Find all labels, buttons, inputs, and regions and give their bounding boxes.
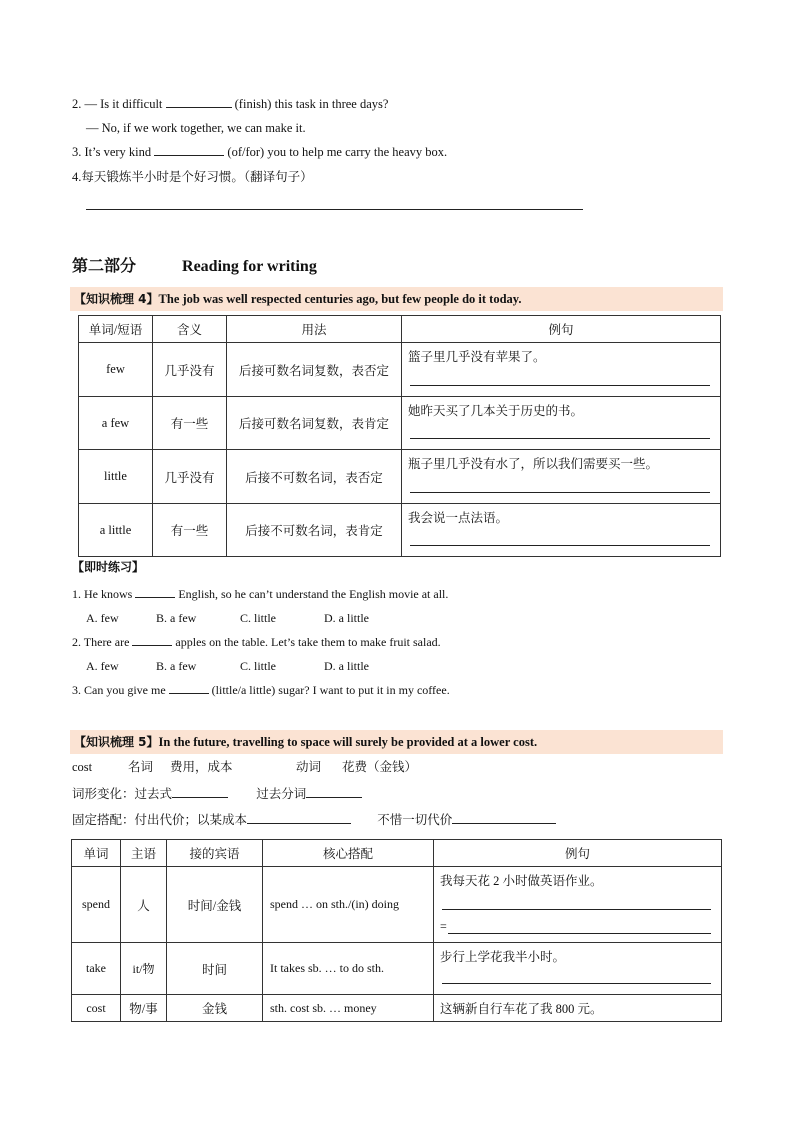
collocation-blank[interactable] [247,811,351,824]
word-forms: 词形变化：过去式 过去分词 [72,785,362,803]
practice-heading: 【即时练习】 [72,560,145,574]
past-tense-blank[interactable] [172,785,228,798]
table-row: a few 有一些 后接可数名词复数，表肯定 她昨天买了几本关于历史的书。 [79,397,721,450]
table-row: a little 有一些 后接不可数名词，表肯定 我会说一点法语。 [79,504,721,557]
knowledge-5-banner: 【知识梳理 5】In the future, travelling to space will surely be provided at a lower cost. [70,730,723,754]
exercise-3-question: 3. It’s very kind (of/for) you to help me carry the heavy box. [72,145,448,159]
example-cell: 我会说一点法语。 [402,504,721,557]
knowledge-4-banner: 【知识梳理 4】The job was well respected centuries ago, but few people do it today. [70,287,723,311]
answer-blank[interactable] [135,585,175,598]
collocation-blank[interactable] [452,811,556,824]
translation-answer-line[interactable] [86,209,583,210]
table-row: cost 物/事 金钱 sth. cost sb. … money 这辆新自行车花了我 800 元。 [72,995,722,1022]
table-row: spend 人 时间/金钱 spend … on sth./(in) doing 我每天花 2 小时做英语作业。 = [72,867,722,943]
fixed-collocations: 固定搭配：付出代价；以某成本 不惜一切代价 [72,811,556,829]
part2-heading: 第二部分 Reading for writing [72,258,317,275]
answer-line[interactable] [442,983,711,984]
practice-q3: 3. Can you give me (little/a little) sugar? I want to put it in my coffee. [72,683,450,697]
example-cell: 篮子里几乎没有苹果了。 [402,343,721,397]
table-row: few 几乎没有 后接可数名词复数，表否定 篮子里几乎没有苹果了。 [79,343,721,397]
table-header-row: 单词 主语 接的宾语 核心搭配 例句 [72,840,722,867]
answer-line[interactable] [448,933,711,934]
answer-blank[interactable] [132,633,172,646]
practice-q2: 2. There are apples on the table. Let’s take them to make fruit salad. [72,635,441,649]
answer-line[interactable] [410,385,710,386]
past-participle-blank[interactable] [306,785,362,798]
answer-blank[interactable] [166,95,232,108]
answer-blank[interactable] [154,143,224,156]
answer-line[interactable] [410,438,710,439]
example-cell: 瓶子里几乎没有水了，所以我们需要买一些。 [402,450,721,504]
example-cell: 我每天花 2 小时做英语作业。 = [434,867,722,943]
table-row: take it/物 时间 It takes sb. … to do sth. 步行上学花我半小时。 [72,943,722,995]
answer-line[interactable] [410,492,710,493]
example-cell: 这辆新自行车花了我 800 元。 [434,995,722,1022]
exercise-2-question: 2. — Is it difficult (finish) this task in three days? [72,97,389,111]
answer-blank[interactable] [169,681,209,694]
knowledge-4-table [78,315,721,557]
table-row: little 几乎没有 后接不可数名词，表否定 瓶子里几乎没有水了，所以我们需要买一些。 [79,450,721,504]
table-header-row: 单词/短语 含义 用法 例句 [79,316,721,343]
answer-line[interactable] [442,909,711,910]
knowledge-5-table [71,839,722,1022]
exercise-2-answer: — No, if we work together, we can make it. [86,121,306,135]
answer-line[interactable] [410,545,710,546]
exercise-4-question: 4.每天锻炼半小时是个好习惯。（翻译句子） [72,170,313,184]
practice-q1: 1. He knows English, so he can’t understand the English movie at all. [72,587,449,601]
example-cell: 步行上学花我半小时。 [434,943,722,995]
example-cell: 她昨天买了几本关于历史的书。 [402,397,721,450]
